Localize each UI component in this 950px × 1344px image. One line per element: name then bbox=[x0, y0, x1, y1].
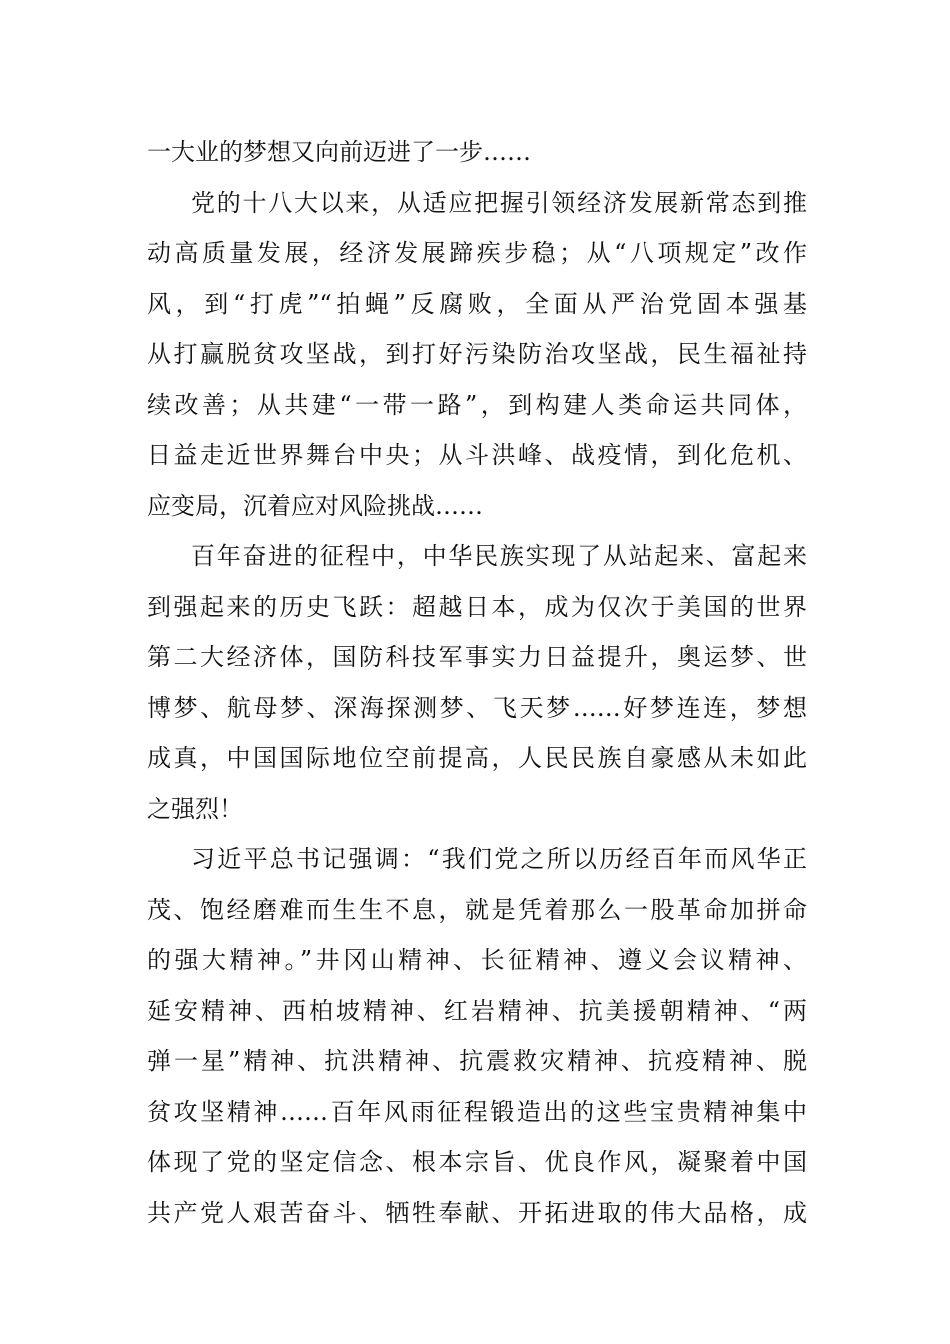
text-line: 从打赢脱贫攻坚战，到打好污染防治攻坚战，民生福祉持 bbox=[147, 340, 807, 368]
text-line: 共产党人艰苦奋斗、牺牲奉献、开拓进取的伟大品格，成 bbox=[147, 1198, 807, 1227]
text-line: 茂、饱经磨难而生生不息，就是凭着那么一股革命加拼命 bbox=[147, 895, 807, 924]
text-line: 到强起来的历史飞跃：超越日本，成为仅次于美国的世界 bbox=[147, 592, 807, 621]
text-line: 续改善；从共建“一带一路”，到构建人类命运共同体， bbox=[147, 390, 807, 419]
text-line: 体现了党的坚定信念、根本宗旨、优良作风，凝聚着中国 bbox=[147, 1148, 807, 1176]
text-line: 的强大精神。”井冈山精神、长征精神、遵义会议精神、 bbox=[147, 946, 807, 974]
text-line: 贫攻坚精神……百年风雨征程锻造出的这些宝贵精神集中 bbox=[147, 1097, 807, 1126]
text-line: 博梦、航母梦、深海探测梦、飞天梦……好梦连连，梦想 bbox=[147, 693, 807, 722]
text-line: 第二大经济体，国防科技军事实力日益提升，奥运梦、世 bbox=[147, 643, 807, 671]
text-line: 成真，中国国际地位空前提高，人民民族自豪感从未如此 bbox=[147, 744, 807, 772]
text-line: 应变局，沉着应对风险挑战…… bbox=[147, 491, 483, 520]
text-line: 延安精神、西柏坡精神、红岩精神、抗美援朝精神、“两 bbox=[147, 996, 807, 1025]
paragraph-first-line: 百年奋进的征程中，中华民族实现了从站起来、富起来 bbox=[191, 542, 807, 570]
body-text bbox=[147, 127, 807, 1238]
text-line: 风，到“打虎”“拍蝇”反腐败，全面从严治党固本强基 bbox=[147, 289, 807, 318]
text-line: 之强烈！ bbox=[147, 794, 243, 823]
text-line: 动高质量发展，经济发展蹄疾步稳；从“八项规定”改作 bbox=[147, 239, 807, 267]
paragraph-first-line: 习近平总书记强调：“我们党之所以历经百年而风华正 bbox=[191, 845, 807, 873]
text-line: 弹一星”精神、抗洪精神、抗震救灾精神、抗疫精神、脱 bbox=[147, 1047, 807, 1075]
text-line: 一大业的梦想又向前迈进了一步…… bbox=[147, 138, 531, 166]
text-line: 日益走近世界舞台中央；从斗洪峰、战疫情，到化危机、 bbox=[147, 441, 807, 469]
paragraph-first-line: 党的十八大以来，从适应把握引领经济发展新常态到推 bbox=[191, 188, 807, 217]
